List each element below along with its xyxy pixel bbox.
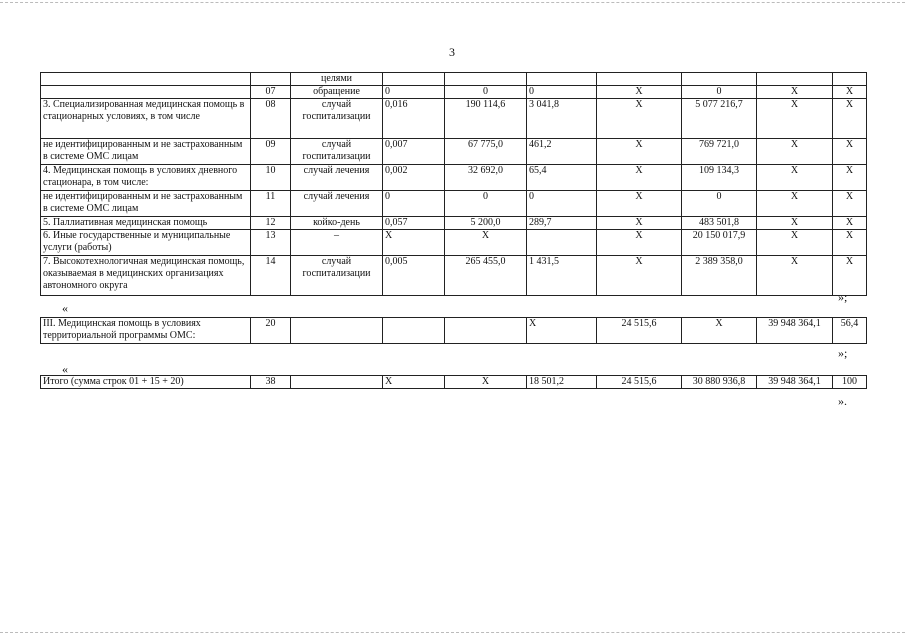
cell-c5: 2 389 358,0 [682,256,757,296]
cell-c2: X [445,230,527,256]
cell-c4: X [597,230,682,256]
cell-c4 [597,73,682,86]
cell-unit: целями [291,73,383,86]
cell-c2 [445,73,527,86]
cell-c7: X [833,230,867,256]
cell-c4: 24 515,6 [597,318,682,344]
cell-c3 [527,230,597,256]
cell-c4: X [597,165,682,191]
table-row [41,376,867,389]
cell-code: 13 [251,230,291,256]
cell-code [251,73,291,86]
cell-c7: 100 [833,376,867,389]
cell-c7: 56,4 [833,318,867,344]
cell-code: 09 [251,139,291,165]
cell-c4: X [597,86,682,99]
cell-c5: 0 [682,86,757,99]
cell-unit: случай лечения [291,165,383,191]
cell-c6 [757,73,833,86]
table-row [41,191,867,217]
cell-c3: 1 431,5 [527,256,597,296]
cell-c7 [833,73,867,86]
cell-c4: X [597,191,682,217]
cell-c5: 769 721,0 [682,139,757,165]
cell-c2: 0 [445,86,527,99]
cell-c3: 461,2 [527,139,597,165]
cell-c6: X [757,99,833,139]
quote-close-1: »; [838,290,848,304]
table-row [41,86,867,99]
cell-c3: X [527,318,597,344]
cell-label: 5. Паллиативная медицинская помощь [41,217,251,230]
cell-unit [291,318,383,344]
table-row [41,217,867,230]
cell-code: 20 [251,318,291,344]
cell-c2: 190 114,6 [445,99,527,139]
cell-c7: X [833,256,867,296]
cell-c1: 0,057 [383,217,445,230]
cell-label: 6. Иные государственные и муниципальные услуги (работы) [41,230,251,256]
quote-open-1: « [62,301,68,315]
cell-c2: 67 775,0 [445,139,527,165]
cell-label: не идентифицированным и не застрахованным в системе ОМС лицам [41,139,251,165]
cell-c3: 18 501,2 [527,376,597,389]
cell-c3: 3 041,8 [527,99,597,139]
table-row [41,99,867,139]
cell-c7: X [833,217,867,230]
main-table [40,72,867,296]
cell-code: 11 [251,191,291,217]
cell-c6: 39 948 364,1 [757,318,833,344]
cell-c1: 0 [383,86,445,99]
table-row [41,230,867,256]
cell-unit [291,376,383,389]
cell-c6: X [757,165,833,191]
cell-c7: X [833,139,867,165]
cell-c1: 0,007 [383,139,445,165]
cell-label [41,86,251,99]
cell-c1: 0 [383,191,445,217]
cell-c1: 0,002 [383,165,445,191]
cell-c2: 265 455,0 [445,256,527,296]
cell-c5: 30 880 936,8 [682,376,757,389]
page-number: 3 [449,45,455,59]
cell-c4: X [597,217,682,230]
table-row [41,318,867,344]
cell-unit: случай госпитализации [291,256,383,296]
cell-c6: X [757,217,833,230]
cell-label: III. Медицинская помощь в условиях территориальной программы ОМС: [41,318,251,344]
cell-code: 14 [251,256,291,296]
cell-c3: 0 [527,86,597,99]
cell-c5: 483 501,8 [682,217,757,230]
cell-code: 10 [251,165,291,191]
cell-label: 7. Высокотехнологичная медицинская помощь, оказываемая в медицинских организациях автономного округа [41,256,251,296]
cell-c3 [527,73,597,86]
cell-code: 08 [251,99,291,139]
cell-label: Итого (сумма строк 01 + 15 + 20) [41,376,251,389]
cell-c2: X [445,376,527,389]
cell-code: 12 [251,217,291,230]
bottom-scan-border [0,632,905,633]
cell-c4: X [597,256,682,296]
cell-c1: X [383,376,445,389]
table-row [41,256,867,296]
cell-c5 [682,73,757,86]
cell-unit: случай лечения [291,191,383,217]
cell-c6: X [757,139,833,165]
cell-c1: 0,005 [383,256,445,296]
cell-c2 [445,318,527,344]
cell-c5: 20 150 017,9 [682,230,757,256]
cell-c1: 0,016 [383,99,445,139]
cell-c2: 5 200,0 [445,217,527,230]
cell-unit: койко-день [291,217,383,230]
cell-c5: 0 [682,191,757,217]
quote-close-2: »; [838,346,848,360]
table-row [41,165,867,191]
quote-close-3: ». [838,394,847,408]
cell-c4: X [597,99,682,139]
cell-c1 [383,73,445,86]
section3-table [40,317,867,344]
table-row [41,73,867,86]
cell-c6: X [757,86,833,99]
cell-label [41,73,251,86]
cell-c5: 109 134,3 [682,165,757,191]
cell-c5: 5 077 216,7 [682,99,757,139]
cell-code: 38 [251,376,291,389]
cell-label: 4. Медицинская помощь в условиях дневного стационара, в том числе: [41,165,251,191]
cell-c1 [383,318,445,344]
cell-c4: X [597,139,682,165]
cell-c1: X [383,230,445,256]
cell-c3: 289,7 [527,217,597,230]
total-table [40,375,867,389]
cell-c2: 0 [445,191,527,217]
table-row [41,139,867,165]
cell-c6: X [757,191,833,217]
cell-unit: случай госпитализации [291,139,383,165]
cell-unit: случай госпитализации [291,99,383,139]
cell-label: 3. Специализированная медицинская помощь в стационарных условиях, в том числе [41,99,251,139]
cell-c2: 32 692,0 [445,165,527,191]
quote-open-2: « [62,362,68,376]
cell-c5: X [682,318,757,344]
cell-c4: 24 515,6 [597,376,682,389]
cell-c6: 39 948 364,1 [757,376,833,389]
cell-c3: 0 [527,191,597,217]
cell-c3: 65,4 [527,165,597,191]
cell-c6: X [757,230,833,256]
cell-unit: обращение [291,86,383,99]
cell-c7: X [833,86,867,99]
cell-code: 07 [251,86,291,99]
cell-label: не идентифицированным и не застрахованным в системе ОМС лицам [41,191,251,217]
cell-unit: – [291,230,383,256]
cell-c7: X [833,165,867,191]
cell-c7: X [833,99,867,139]
top-scan-border [0,2,905,3]
cell-c7: X [833,191,867,217]
cell-c6: X [757,256,833,296]
